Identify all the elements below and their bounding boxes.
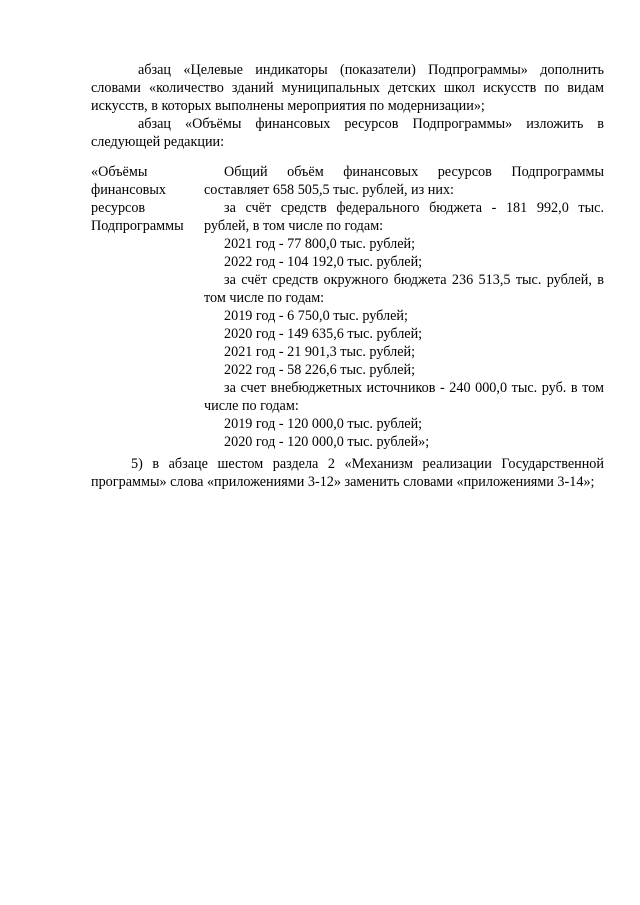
table-label-column bbox=[91, 163, 204, 451]
table-value-line: 2020 год - 120 000,0 тыс. рублей»; bbox=[224, 434, 430, 450]
paragraph-item-5: 5) в абзаце шестом раздела 2 «Механизм реализации Государственной программы» слова «приложениями 3-12» заменить словами «приложениями 3-14»; bbox=[91, 456, 604, 490]
table-value-line: 2020 год - 149 635,6 тыс. рублей; bbox=[224, 326, 423, 342]
table-value-line: 2022 год - 104 192,0 тыс. рублей; bbox=[224, 254, 423, 270]
table-value-column bbox=[204, 163, 604, 451]
table-label-line: ресурсов bbox=[91, 200, 146, 216]
table-value-line: за счёт средств окружного бюджета 236 513,5 тыс. рублей, в том числе по годам: bbox=[204, 272, 604, 306]
table-value-line: 2019 год - 120 000,0 тыс. рублей; bbox=[224, 416, 423, 432]
table-value-line: 2019 год - 6 750,0 тыс. рублей; bbox=[224, 308, 408, 324]
table-value-line: 2021 год - 77 800,0 тыс. рублей; bbox=[224, 236, 416, 252]
table-value-line: 2021 год - 21 901,3 тыс. рублей; bbox=[224, 344, 416, 360]
table-label-line: финансовых bbox=[91, 182, 166, 198]
paragraph-financial-resources: абзац «Объёмы финансовых ресурсов Подпрограммы» изложить в следующей редакции: bbox=[91, 116, 604, 150]
table-value-line: Общий объём финансовых ресурсов Подпрограммы составляет 658 505,5 тыс. рублей, из них: bbox=[204, 164, 604, 198]
table-value-line: 2022 год - 58 226,6 тыс. рублей; bbox=[224, 362, 416, 378]
paragraph-target-indicators: абзац «Целевые индикаторы (показатели) Подпрограммы» дополнить словами «количество зданий муниципальных детских школ искусств по видам искусств, в которых выполнены мероприятия по модернизации»; bbox=[91, 62, 604, 114]
table-value-line: за счёт средств федерального бюджета - 181 992,0 тыс. рублей, в том числе по годам: bbox=[204, 200, 604, 234]
table-value-line: за счет внебюджетных источников - 240 000,0 тыс. руб. в том числе по годам: bbox=[204, 380, 604, 414]
financial-resources-table bbox=[91, 163, 604, 451]
table-label-line: «Объёмы bbox=[91, 164, 148, 180]
table-label-line: Подпрограммы bbox=[91, 218, 184, 234]
